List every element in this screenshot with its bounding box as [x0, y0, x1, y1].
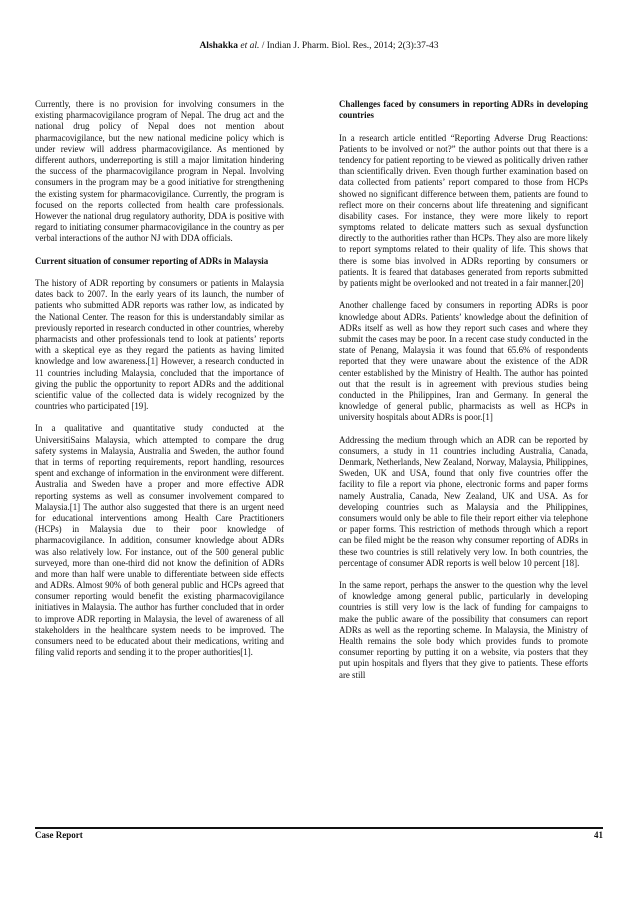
paragraph: In the same report, perhaps the answer to the question why the level of knowledge among general public, particularly in developing countries is still very low is the lack of funding for campaigns to make the public aware of the possibility that consumers can report ADRs as well as the reporting scheme. In Malaysia, the Ministry of Health remains the sole body which provides funds to promote consumer reporting by putting it on a website, via posters that they put upin hospitals and flyers that they give to patients. These efforts are still [339, 580, 588, 680]
paragraph: Currently, there is no provision for involving consumers in the existing pharmacovigilance program of Nepal. The drug act and the national drug policy of Nepal does not mention about pharmacovigilance, but the new national medicine policy which is under review will address pharmacovigilance. As mentioned by different authors, underreporting is still a major limitation hindering the success of the pharmacovigilance program in Nepal. Involving consumers in the program may be a good initiative for strengthening the existing system for pharmacovigilance. Currently, the program is focused on the reports collected from health care professionals. However the national drug regulatory authority, DDA is positive with regard to initiating consumer pharmacovigilance in the country as per verbal interactions of the author NJ with DDA officials. [35, 99, 284, 244]
running-header [0, 40, 638, 52]
paragraph: Addressing the medium through which an ADR can be reported by consumers, a study in 11 countries including Australia, Canada, Denmark, Netherlands, New Zealand, Norway, Malaysia, Philippines, Sweden, UK and USA, found that only five countries offer the facility to file a report via phone, electronic forms and paper forms namely Australia, Canada, New Zealand, UK and USA. As for developing countries such as Malaysia and the Philippines, consumers would only be able to file their report either via telephone or paper forms. This restriction of methods through which a report can be filed might be the reason why consumer reporting of ADRs in these two countries is still relatively very low. In both countries, the percentage of consumer ADR reports is well below 10 percent [18]. [339, 434, 588, 568]
paragraph: In a research article entitled “Reporting Adverse Drug Reactions: Patients to be involved or not?” the author points out that there is a tendency for patient reporting to be viewed as politically driven rather than scientifically driven. Even though further examination based on data collected from patients’ report compared to those from HCPs showed no significant difference between them, patients are found to reflect more on their concerns about life threatening and significant disability cases. For instance, they were more likely to report symptoms related to delicate matters such as sexual dysfunction directly to the authorities rather than HCPs. They also are more likely to report symptoms related to their quality of life. This shows that there is some bias involved in ADRs reporting by consumers or patients. It is feared that databases generated from reports submitted by patients might be overlooked and not treated in a fair manner.[20] [339, 132, 588, 288]
footer-article-type: Case Report [35, 830, 83, 840]
paragraph: Another challenge faced by consumers in reporting ADRs is poor knowledge about ADRs. Patients’ knowledge about the definition of ADRs itself as well as how they report such cases and where they submit the cases may be poor. In a recent case study conducted in the state of Penang, Malaysia it was found that 65.6% of respondents reported that they were unaware about the existence of the ADR center established by the Ministry of Health. The author has pointed out that the result is in agreement with previous studies being conducted in the Philippines, Iran and Germany. In general the knowledge of general public, pharmacists as well as HCPs in university hospitals about ADRs is poor.[1] [339, 300, 588, 423]
paragraph: The history of ADR reporting by consumers or patients in Malaysia dates back to 2007. In the early years of its launch, the number of patients who submitted ADR reports was rather low, as indicated by the National Center. The reason for this is understandably similar as previously reported in research conducted in other countries, whereby pharmacists and other professionals tend to look at patients’ reports with a skeptical eye as they regard the patients as having limited knowledge and low awareness.[1] However, a research conducted in 11 countries including Malaysia, concluded that the importance of giving the public the opportunity to report ADRs and the additional scientific value of the collected data is widely recognized by the countries who participated [19]. [35, 278, 284, 412]
header-journal: / Indian J. Pharm. Biol. Res., 2014; 2(3):37-43 [259, 41, 439, 51]
left-column [35, 99, 284, 670]
footer-rule [35, 827, 603, 829]
header-author: Alshakka [199, 41, 238, 51]
section-heading: Current situation of consumer reporting of ADRs in Malaysia [35, 255, 269, 266]
page-number: 41 [594, 830, 603, 840]
section-heading: Challenges faced by consumers in reporting ADRs in developing countries [339, 99, 588, 121]
paragraph: In a qualitative and quantitative study conducted at the UniversitiSains Malaysia, which attempted to compare the drug safety systems in Malaysia, Australia and Sweden, the author found that in terms of reporting requirements, report handling, resources spent and exchange of information in the environment were different. Australia and Sweden have a proper and more effective ADR reporting systems as well as consumer involvement compared to Malaysia.[1] The author also suggested that there is an urgent need for educational interventions among Health Care Practitioners (HCPs) in Malaysia due to their poor knowledge of pharmacovigilance. In addition, consumer knowledge about ADRs was also relatively low. For instance, out of the 500 general public surveyed, more than one-third did not know the definition of ADRs and more than half were unable to differentiate between side effects and ADRs. Almost 90% of both general public and HCPs agreed that consumer reporting would benefit the existing pharmacovigilance initiatives in Malaysia. The author has further concluded that in order to improve ADR reporting in Malaysia, the level of awareness of all stakeholders in the healthcare system needs to be improved. The consumers need to be educated about their medications, writing and filing valid reports and sending it to the proper authorities[1]. [35, 423, 284, 658]
header-etal: et al. [240, 41, 260, 51]
right-column [339, 99, 588, 692]
